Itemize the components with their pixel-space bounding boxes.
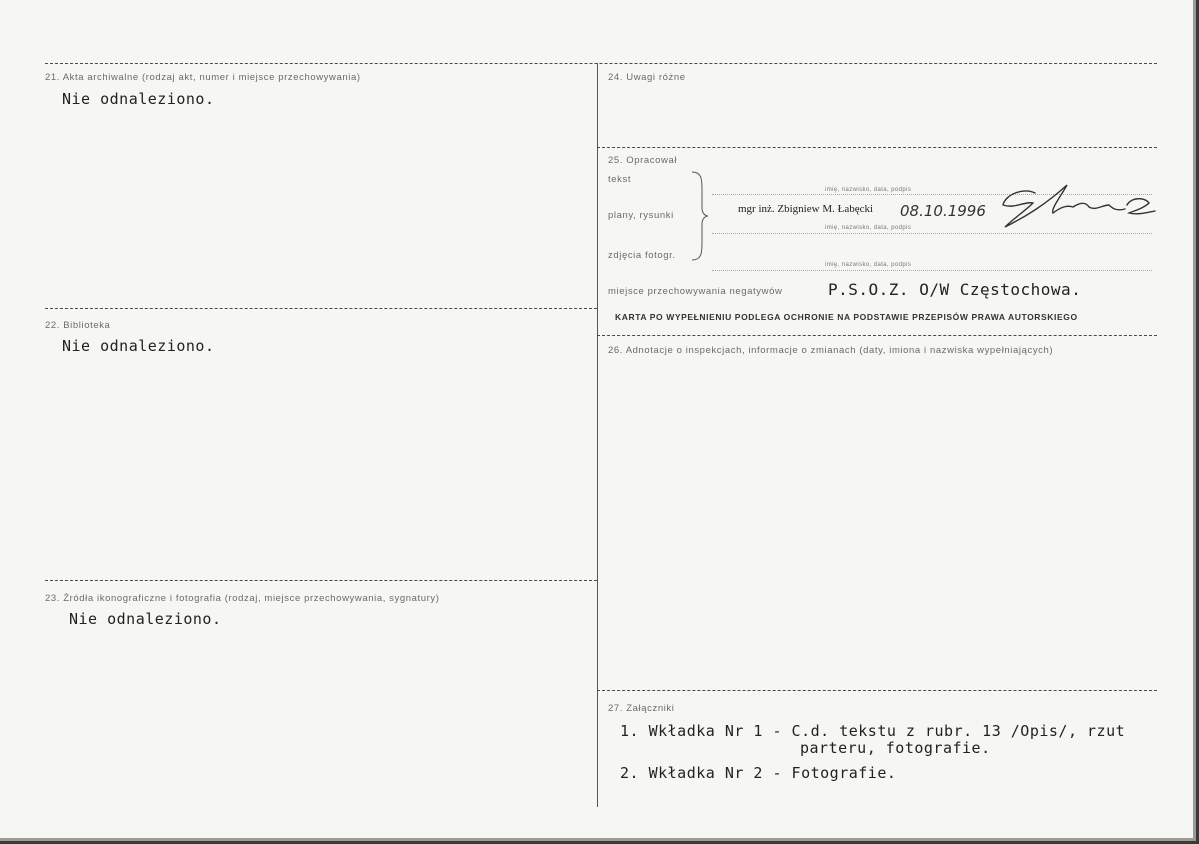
caption-text: imię, nazwisko, data, podpis [825, 225, 912, 231]
divider [45, 63, 1157, 64]
section-24-label: 24. Uwagi różne [608, 72, 686, 83]
attachment-1-line2: parteru, fotografie. [800, 739, 991, 757]
signature-date: 08.10.1996 [900, 202, 986, 220]
row-text-label: tekst [608, 174, 632, 185]
copyright-note: KARTA PO WYPEŁNIENIU PODLEGA OCHRONIE NA PODSTAWIE PRZEPISÓW PRAWA AUTORSKIEGO [615, 312, 1078, 322]
section-21-label: 21. Akta archiwalne (rodzaj akt, numer i miejsce przechowywania) [45, 72, 361, 83]
attachment-1-line1: 1. Wkładka Nr 1 - C.d. tekstu z rubr. 13 /Opis/, rzut [620, 722, 1126, 740]
divider [45, 580, 597, 581]
caption-text: imię, nazwisko, data, podpis [825, 262, 912, 268]
author-name: mgr inż. Zbigniew M. Łabęcki [738, 203, 874, 215]
signature-icon [995, 175, 1160, 235]
section-22-value: Nie odnaleziono. [62, 337, 215, 355]
divider [597, 147, 1157, 148]
divider [45, 308, 597, 309]
section-23-label: 23. Źródła ikonograficzne i fotografia (rodzaj, miejsce przechowywania, sygnatury) [45, 593, 440, 604]
divider [597, 690, 1157, 691]
section-22-label: 22. Biblioteka [45, 320, 111, 331]
section-21-value: Nie odnaleziono. [62, 90, 215, 108]
signature-line [712, 233, 1152, 234]
column-divider [597, 63, 598, 807]
brace-icon [690, 170, 710, 262]
section-25-label: 25. Opracował [608, 155, 678, 166]
signature-line [712, 270, 1152, 271]
divider [597, 335, 1157, 336]
row-photos-label: zdjęcia fotogr. [608, 250, 676, 261]
storage-value: P.S.O.Z. O/W Częstochowa. [828, 280, 1082, 299]
section-23-value: Nie odnaleziono. [69, 610, 222, 628]
caption-text: imię, nazwisko, data, podpis [825, 187, 912, 193]
row-plans-label: plany, rysunki [608, 210, 674, 221]
section-27-label: 27. Załączniki [608, 703, 675, 714]
section-26-label: 26. Adnotacje o inspekcjach, informacje o zmianach (daty, imiona i nazwiska wypełniających) [608, 345, 1054, 356]
storage-label: miejsce przechowywania negatywów [608, 286, 783, 297]
attachment-2: 2. Wkładka Nr 2 - Fotografie. [620, 764, 897, 782]
